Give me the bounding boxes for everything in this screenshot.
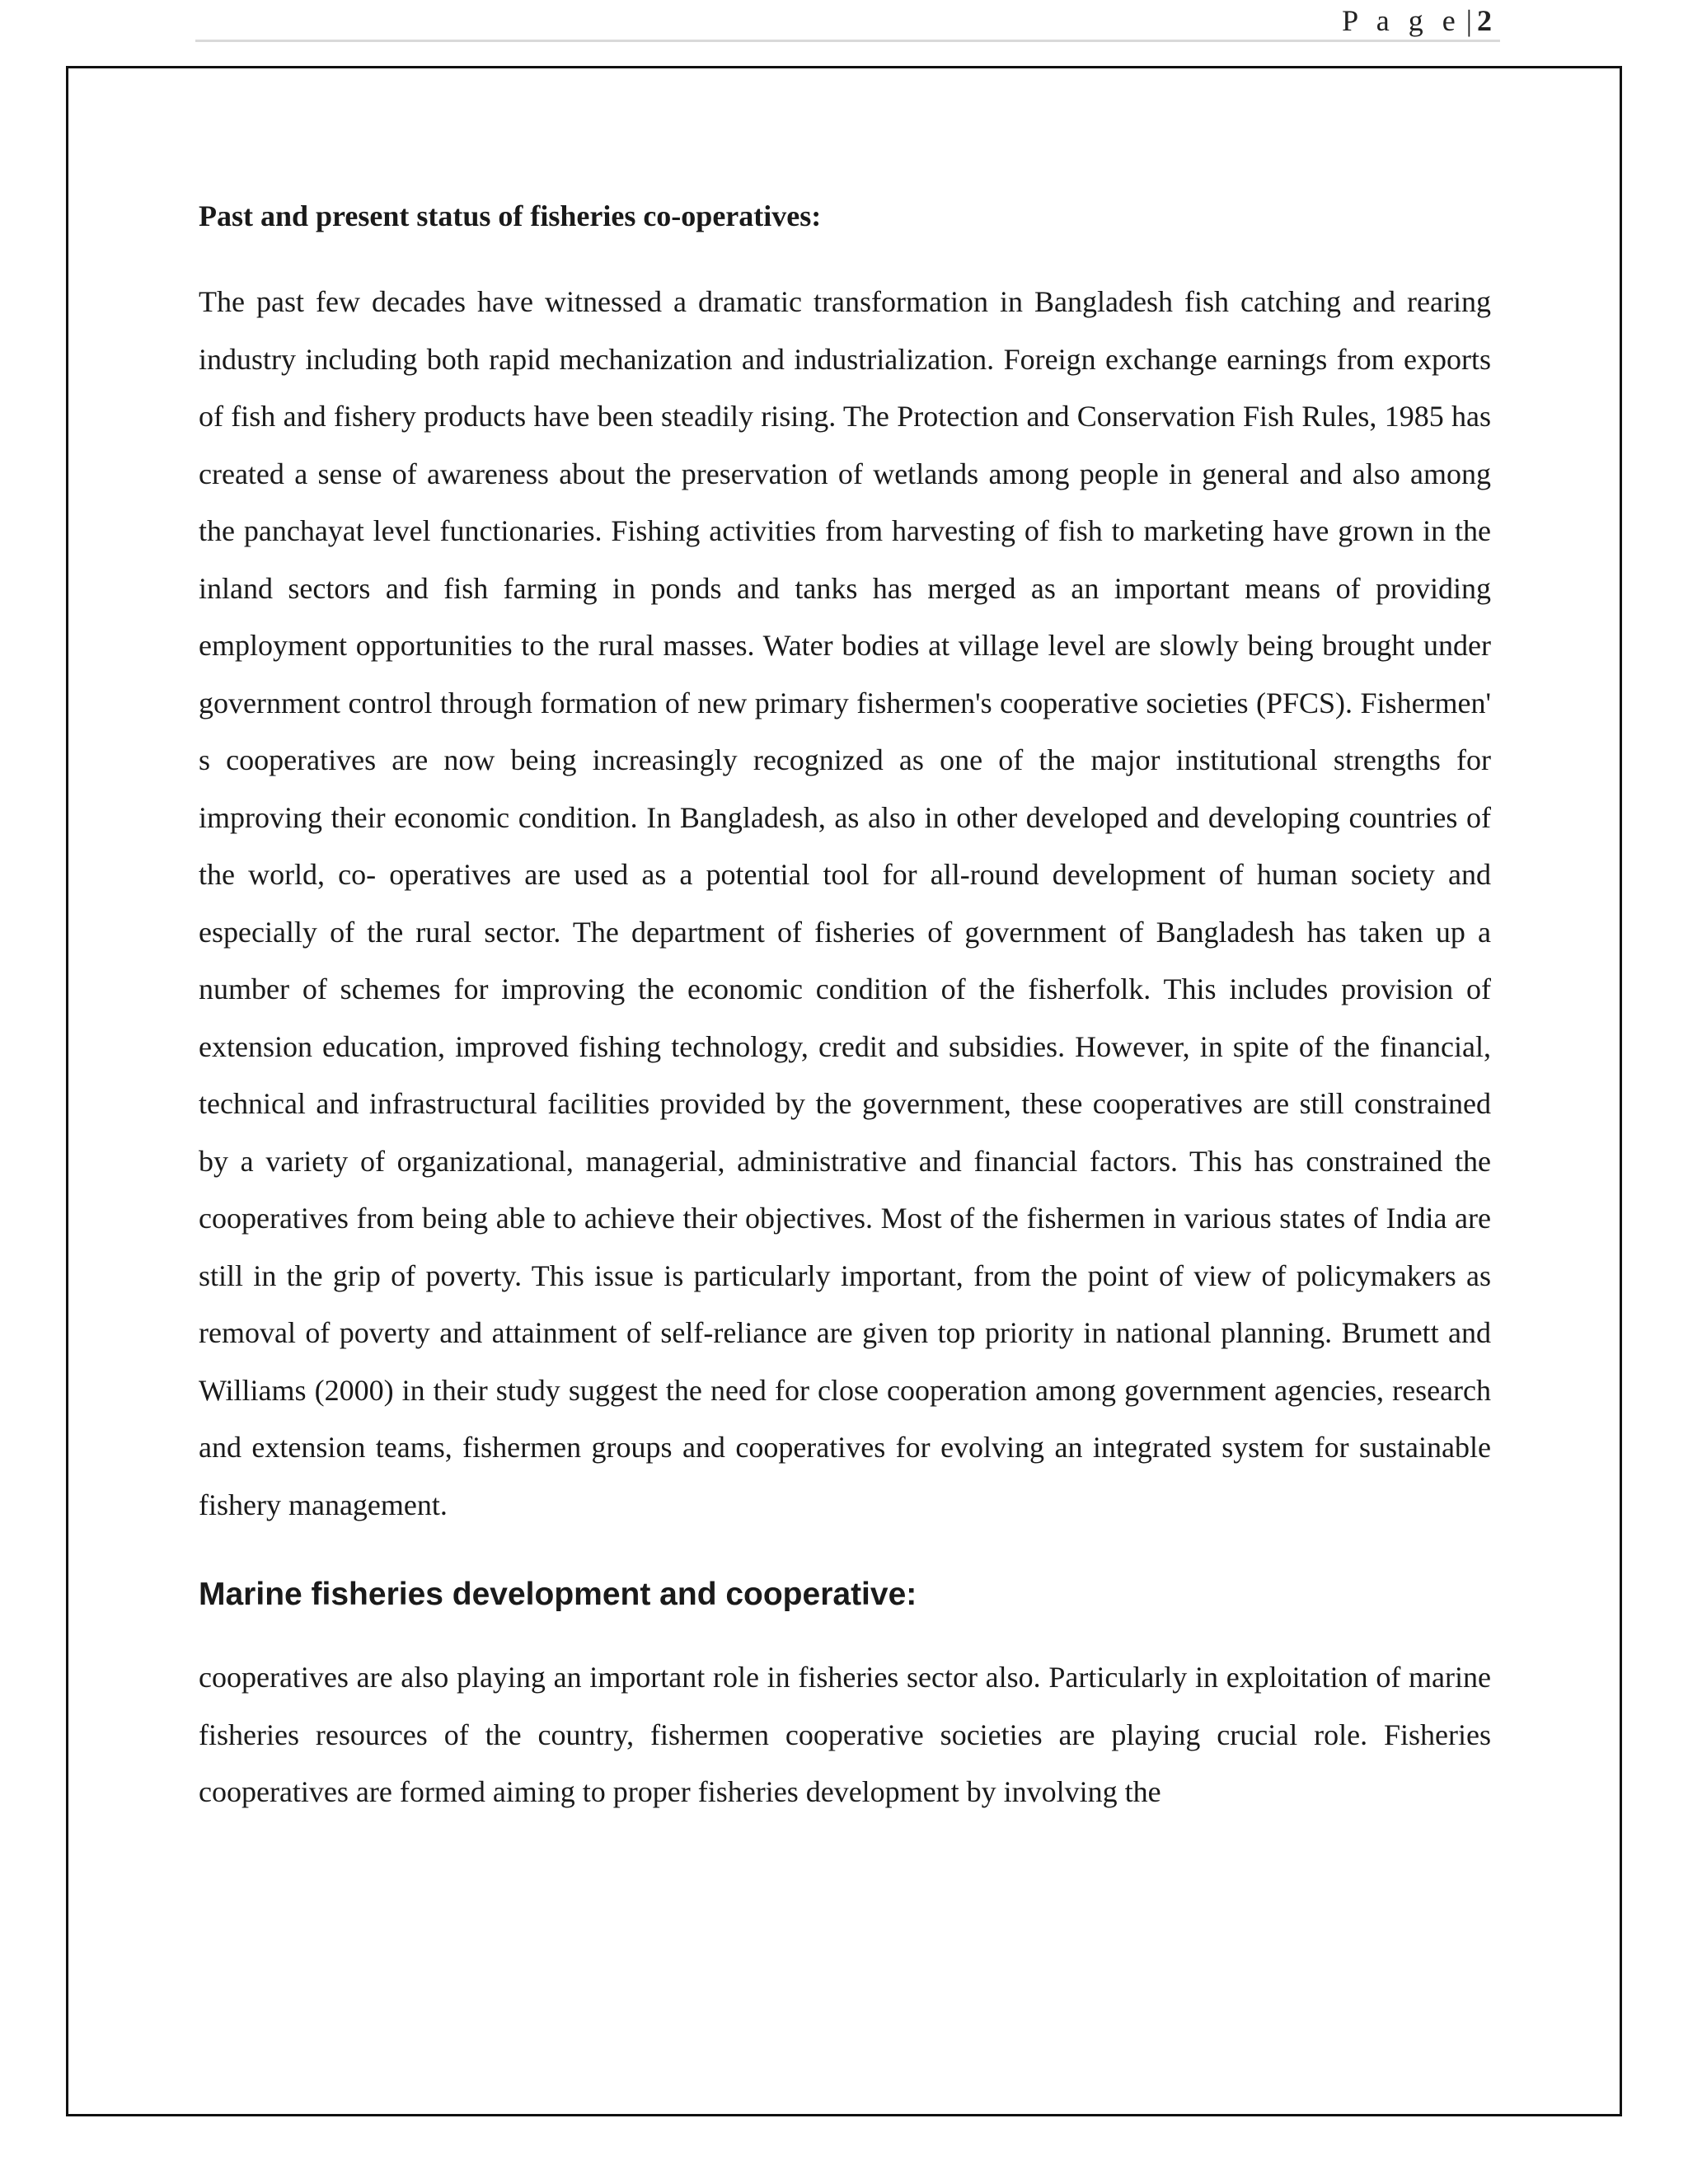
page-number: [1342, 3, 1492, 38]
body-paragraph-marine: cooperatives are also playing an important role in fisheries sector also. Particularly in exploitation of marine fisheries resources of the country, fishermen cooperative societies are playing crucial role. Fisheries cooperatives are formed aiming to proper fisheries development by involving the: [199, 1661, 1491, 1808]
page-number-value: 2: [1477, 4, 1492, 37]
section-heading-marine-fisheries: Marine fisheries development and cooperative:: [199, 1577, 917, 1612]
page-separator: |: [1465, 4, 1472, 37]
document-body: [199, 194, 1491, 1821]
section-heading-past-present-status: Past and present status of fisheries co-operatives:: [199, 199, 822, 232]
page-label: P a g e: [1342, 4, 1461, 37]
body-paragraph-status: The past few decades have witnessed a dramatic transformation in Bangladesh fish catching and rearing industry including both rapid mechanization and industrialization. Foreign exchange earnings from exports of fish and fishery products have been steadily rising. The Protection and Conservation Fish Rules, 1985 has created a sense of awareness about the preservation of wetlands among people in general and also among the panchayat level functionaries. Fishing activities from harvesting of fish to marketing have grown in the inland sectors and fish farming in ponds and tanks has merged as an important means of providing employment opportunities to the rural masses. Water bodies at village level are slowly being brought under government control through formation of new primary fishermen's cooperative societies (PFCS). Fishermen' s cooperatives are now being increasingly recognized as one of the major institutional strengths for improving their economic condition. In Bangladesh, as also in other developed and developing countries of the world, co- operatives are used as a potential tool for all-round development of human society and especially of the rural sector. The department of fisheries of government of Bangladesh has taken up a number of schemes for improving the economic condition of the fisherfolk. This includes provision of extension education, improved fishing technology, credit and subsidies. However, in spite of the financial, technical and infrastructural facilities provided by the government, these cooperatives are still constrained by a variety of organizational, managerial, administrative and financial factors. This has constrained the cooperatives from being able to achieve their objectives. Most of the fishermen in various states of India are still in the grip of poverty. This issue is particularly important, from the point of view of policymakers as removal of poverty and attainment of self-reliance are given top priority in national planning. Brumett and Williams (2000) in their study suggest the need for close cooperation among government agencies, research and extension teams, fishermen groups and cooperatives for evolving an integrated system for sustainable fishery management.: [199, 285, 1491, 1521]
page-header: [195, 0, 1500, 42]
